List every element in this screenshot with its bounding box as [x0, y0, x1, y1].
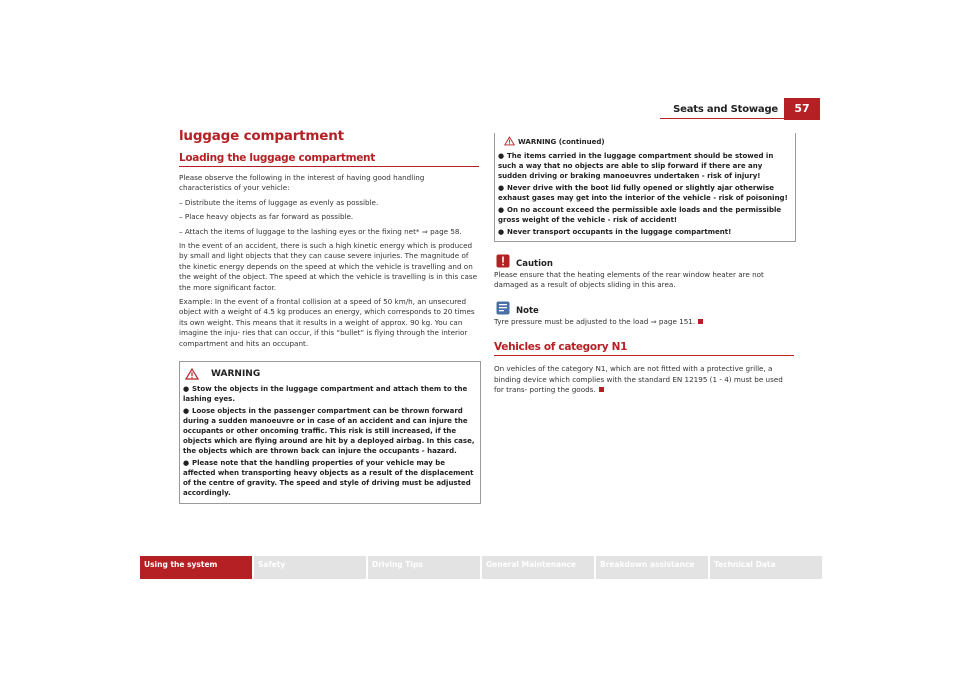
tab-driving-tips[interactable]: Driving Tips — [368, 556, 480, 579]
tab-general-maintenance[interactable]: General Maintenance — [482, 556, 594, 579]
warning-bullet: ● Loose objects in the passenger compartment can be thrown forward during a sudden manoeuvre or in case of an accident and can injure the occupants or other oncoming traffic. This risk is still increased, if the objects which are flying around are hit by a deployed airbag. In this case, the objects which are thrown back can injure the occupants - hazard. — [183, 407, 475, 456]
warning-bullet: ● On no account exceed the permissible axle loads and the permissible gross weight of the vehicle - risk of accident! — [498, 206, 782, 224]
header-rule — [660, 118, 784, 119]
warning-continued-title: WARNING (continued) — [518, 138, 605, 146]
caution-title: Caution — [516, 259, 553, 269]
note-icon — [496, 301, 510, 315]
warning-bullet: ● Please note that the handling properties of your vehicle may be affected when transporting heavy objects as a result of the displacement of the centre of gravity. The speed and style of driving must be adjusted accordingly. — [183, 459, 474, 498]
warning-triangle-icon — [185, 368, 199, 380]
warning-bullet: ● Never drive with the boot lid fully opened or slightly ajar otherwise exhaust gases may get into the interior of the vehicle - risk of poisoning! — [498, 184, 788, 202]
warning-bullet: ● The items carried in the luggage compartment should be stowed in such a way that no objects are able to slip forward if there are any sudden driving or braking manoeuvres undertaken - risk of injury! — [498, 152, 774, 180]
warning-triangle-icon — [504, 136, 515, 146]
warning-box — [179, 361, 481, 504]
tab-breakdown-assistance[interactable]: Breakdown assistance — [596, 556, 708, 579]
tab-safety[interactable]: Safety — [254, 556, 366, 579]
end-mark-icon — [698, 319, 703, 324]
tab-technical-data[interactable]: Technical Data — [710, 556, 822, 579]
warning-bullet: ● Never transport occupants in the luggage compartment! — [498, 228, 732, 236]
caution-icon — [496, 254, 510, 268]
warning-bullet: ● Stow the objects in the luggage compartment and attach them to the lashing eyes. — [183, 385, 468, 404]
warning-continued-header — [498, 135, 792, 149]
caution-header — [494, 254, 794, 270]
example-paragraph: Example: In the event of a frontal collision at a speed of 50 km/h, an unsecured object with a weight of 4.5 kg produces an energy, which corresponds to 20 times its own weight. This means that it results in a weight of approx. 90 kg. You can imagine the inju- ries that can occur, if this “bullet” is flying through the interior compartment and hits an occupant. — [179, 297, 475, 348]
page-number: 57 — [784, 98, 820, 120]
section-title: luggage compartment — [179, 128, 344, 144]
right-column — [494, 133, 794, 395]
running-header-title: Seats and Stowage — [673, 104, 778, 115]
dash-item: – Distribute the items of luggage as evenly as possible. — [179, 197, 379, 207]
note-text: Tyre pressure must be adjusted to the load ⇒ page 151. — [494, 317, 794, 327]
intro-paragraph: Please observe the following in the interest of having good handling characteristics of your vehicle: — [179, 173, 425, 193]
section2-title: Vehicles of category N1 — [494, 341, 794, 356]
caution-text: Please ensure that the heating elements of the rear window heater are not damaged as a result of objects sliding in this area. — [494, 270, 764, 290]
note-title: Note — [516, 305, 539, 316]
section2-text: On vehicles of the category N1, which are not fitted with a protective grille, a binding device which complies with the standard EN 12195 (1 - 4) must be used for trans- porting the goods. — [494, 364, 783, 395]
warning-title: WARNING — [211, 369, 261, 380]
left-column — [179, 128, 479, 504]
subheading: Loading the luggage compartment — [179, 152, 479, 167]
dash-item: – Attach the items of luggage to the lashing eyes or the fixing net* ⇒ page 58. — [179, 226, 462, 236]
tab-using-the-system[interactable]: Using the system — [140, 556, 252, 579]
note-header — [494, 301, 794, 317]
warning-continued-box — [494, 133, 796, 242]
warning-header — [183, 366, 477, 382]
dash-item: – Place heavy objects as far forward as possible. — [179, 212, 354, 222]
end-mark-icon — [599, 387, 604, 392]
footer-nav — [140, 556, 822, 579]
kinetic-energy-paragraph: In the event of an accident, there is such a high kinetic energy which is produced by small and light objects that they can cause severe injuries. The magnitude of the kinetic energy depends on the speed at which the vehicle is travelling and on the weight of the object. The speed at which the vehicle is travelling is in this case the more significant factor. — [179, 241, 478, 292]
